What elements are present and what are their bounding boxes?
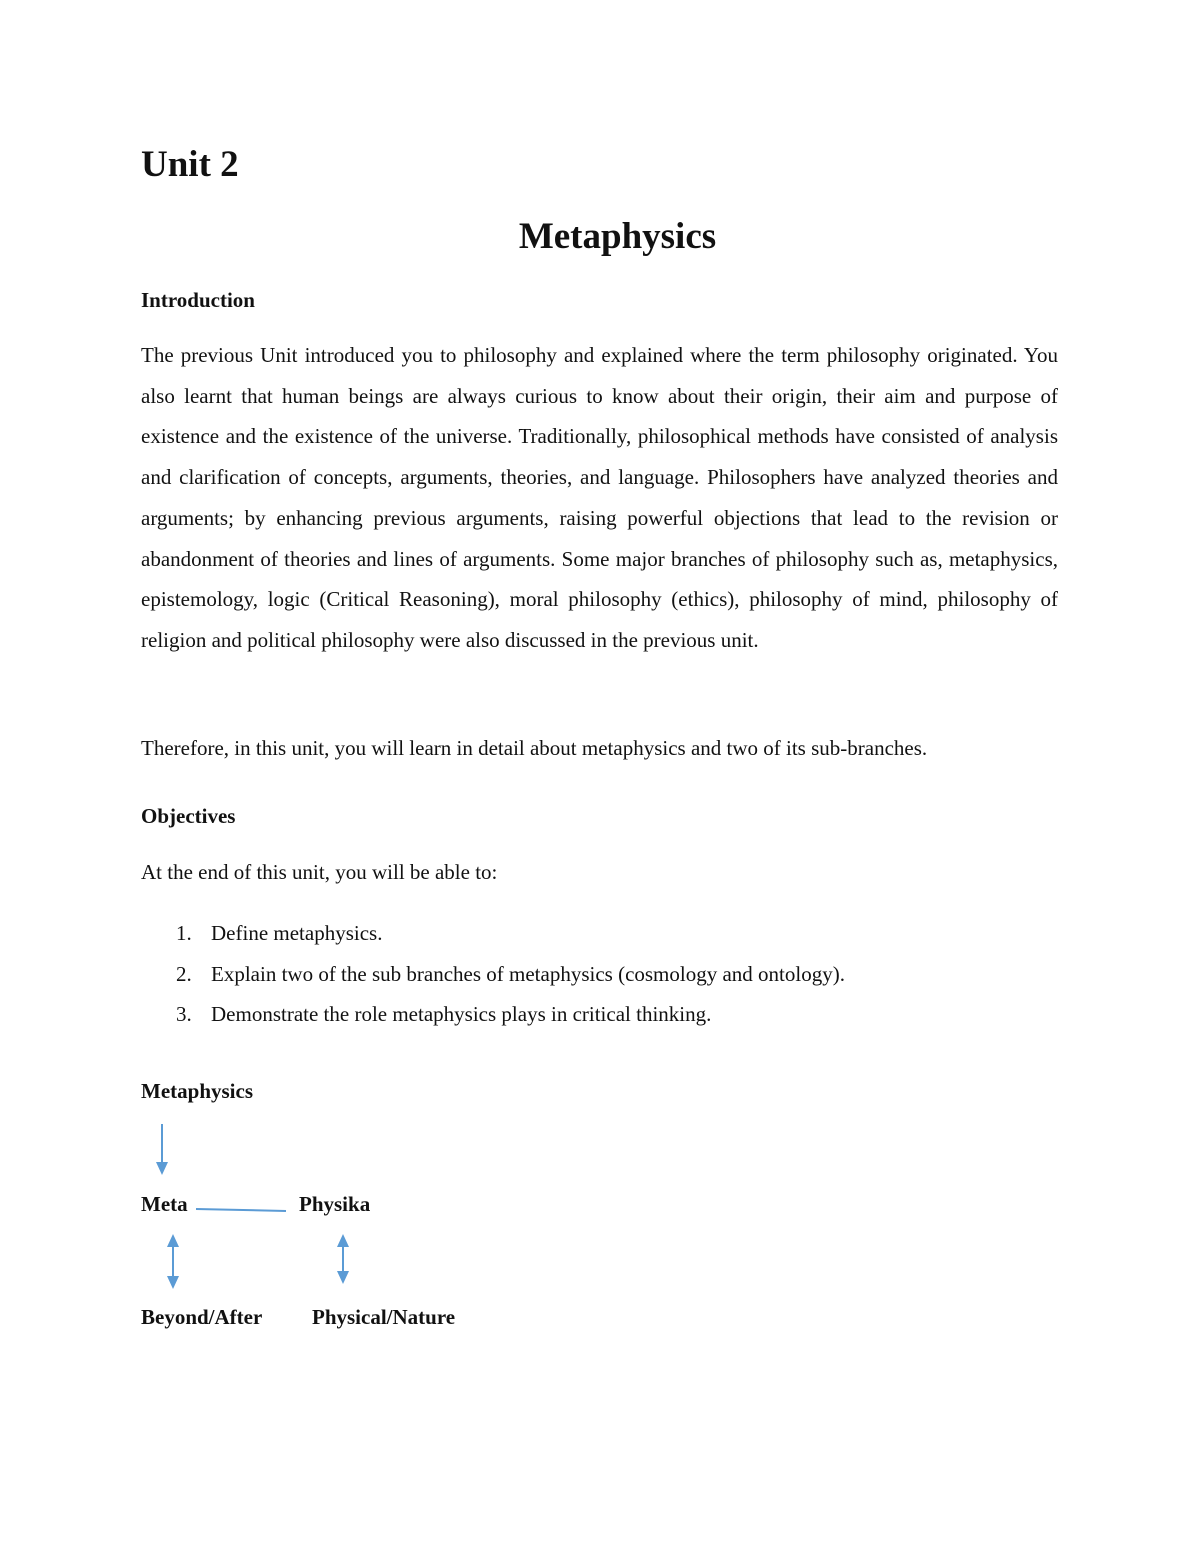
- list-item-text: Demonstrate the role metaphysics plays in critical thinking.: [211, 1002, 712, 1027]
- connector-line: [196, 1209, 286, 1211]
- list-item-number: 3.: [176, 1002, 192, 1027]
- introduction-closing: Therefore, in this unit, you will learn in detail about metaphysics and two of its sub-branches.: [141, 736, 928, 760]
- unit-heading: Unit 2: [141, 144, 239, 185]
- list-item: [141, 954, 845, 995]
- introduction-paragraph: The previous Unit introduced you to philosophy and explained where the term philosophy originated. You also learnt that human beings are always curious to know about their origin, their aim and purpose of existence and the existence of the universe. Traditionally, philosophical methods have consisted of analysis and clarification of concepts, arguments, theories, and language. Philosophers have analyzed theories and arguments; by enhancing previous arguments, raising powerful objections that lead to the revision or abandonment of theories and lines of arguments. Some major branches of philosophy such as, metaphysics, epistemology, logic (Critical Reasoning), moral philosophy (ethics), philosophy of mind, philosophy of religion and political philosophy were also discussed in the previous unit.: [141, 343, 1058, 652]
- objectives-intro: At the end of this unit, you will be able to:: [141, 860, 498, 884]
- double-arrow-icon: [337, 1234, 349, 1284]
- down-arrow-icon: [156, 1124, 168, 1175]
- list-item-number: 1.: [176, 921, 192, 945]
- list-item-number: 2.: [176, 961, 192, 986]
- diagram-root-label: Metaphysics: [141, 1079, 253, 1103]
- introduction-heading: Introduction: [141, 288, 255, 312]
- objectives-list: [141, 913, 845, 1035]
- list-item: [141, 994, 845, 1035]
- double-arrow-icon: [167, 1234, 179, 1289]
- objectives-heading: Objectives: [141, 804, 236, 828]
- diagram-meta-label: Meta: [141, 1192, 188, 1216]
- list-item-text: Define metaphysics.: [211, 921, 383, 945]
- diagram-physical-label: Physical/Nature: [312, 1305, 456, 1329]
- list-item-text: Explain two of the sub branches of metaphysics (cosmology and ontology).: [211, 961, 845, 986]
- page-title: Metaphysics: [518, 216, 717, 257]
- diagram-beyond-label: Beyond/After: [141, 1305, 263, 1329]
- list-item: [141, 913, 845, 954]
- diagram-physika-label: Physika: [299, 1192, 371, 1216]
